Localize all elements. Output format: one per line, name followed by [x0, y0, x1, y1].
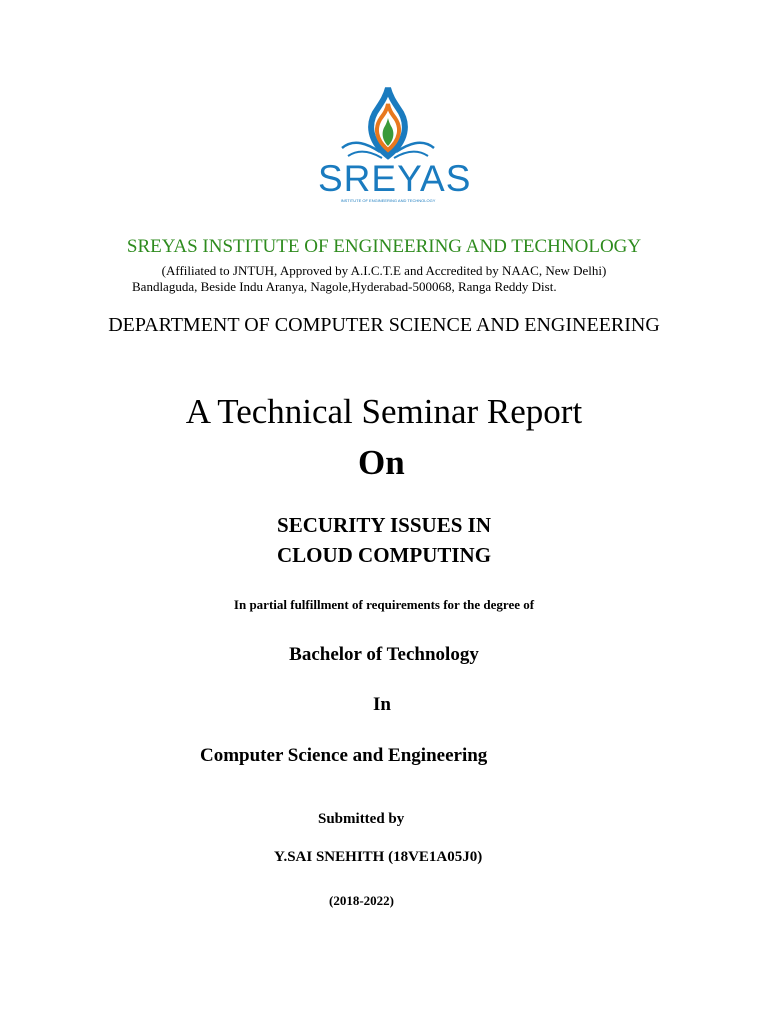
logo-wordmark: SREYAS — [318, 158, 472, 199]
degree-name: Bachelor of Technology — [289, 644, 479, 665]
report-title: A Technical Seminar Report — [185, 392, 583, 431]
lotus-flame-icon — [318, 86, 458, 160]
affiliation-line: (Affiliated to JNTUH, Approved by A.I.C.T.E and Accredited by NAAC, New Delhi) — [161, 263, 607, 278]
department-name: DEPARTMENT OF COMPUTER SCIENCE AND ENGINEERING — [108, 314, 660, 336]
topic-title-line1: SECURITY ISSUES IN — [277, 513, 491, 537]
logo-inner-flame — [383, 118, 394, 146]
student-name: Y.SAI SNEHITH (18VE1A05J0) — [274, 849, 483, 865]
submitted-by-label: Submitted by — [318, 811, 405, 827]
partial-fulfillment-text: In partial fulfillment of requirements for the degree of — [233, 597, 535, 612]
branch-name: Computer Science and Engineering — [200, 745, 488, 766]
report-on-label: On — [358, 443, 405, 482]
sreyas-logo — [318, 86, 472, 206]
batch-years: (2018-2022) — [329, 893, 394, 908]
topic-title-line2: CLOUD COMPUTING — [276, 543, 492, 567]
logo-tagline: INSTITUTE OF ENGINEERING AND TECHNOLOGY — [340, 198, 436, 203]
in-label: In — [373, 694, 391, 715]
institute-name: SREYAS INSTITUTE OF ENGINEERING AND TECHNOLOGY — [126, 236, 642, 257]
address-line: Bandlaguda, Beside Indu Aranya, Nagole,Hyderabad-500068, Ranga Reddy Dist. — [132, 279, 557, 294]
